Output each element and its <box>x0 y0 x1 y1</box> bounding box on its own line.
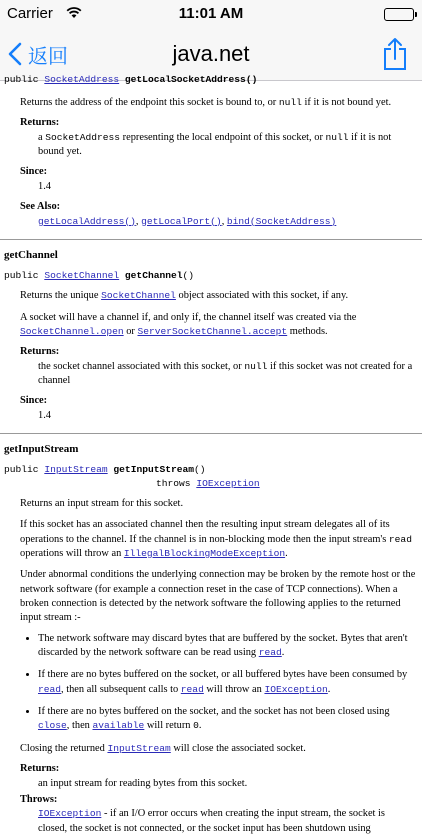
since-label: Since: <box>20 395 48 407</box>
read-link[interactable]: read <box>38 683 62 695</box>
back-label: 返回 <box>28 45 68 68</box>
clock-label: 11:01 AM <box>178 5 244 22</box>
serversocketchannel-accept-link[interactable]: ServerSocketChannel.accept <box>137 326 288 337</box>
see-getlocalport-link[interactable]: getLocalPort() <box>141 215 222 227</box>
ioexception-link[interactable]: IOException <box>264 683 328 695</box>
returns-label: Returns: <box>20 763 60 775</box>
divider <box>0 433 422 434</box>
ioexception-sig-link[interactable]: IOException <box>196 477 260 489</box>
read-link[interactable]: read <box>180 683 204 695</box>
returns-label: Returns: <box>20 346 60 358</box>
conditions-list <box>38 632 416 734</box>
illegalblockingmode-link[interactable]: IllegalBlockingModeException <box>123 547 286 559</box>
returns-label: Returns: <box>20 117 60 129</box>
socketchannel-open-link[interactable]: SocketChannel.open <box>20 326 124 337</box>
getchannel-desc: Returns the unique SocketChannel object associated with this socket, if any. A socket will have a channel if, and only if, the channel itself was created via the SocketChannel.open or ServerSocketChannel.accept methods. Returns: the socket channel associated with this socket, or null if this socket was not created for a channel Since: 1.4 <box>20 289 416 423</box>
inputstream-link[interactable]: InputStream <box>107 742 171 754</box>
list-item: • If there are no bytes buffered on the socket, and the socket has not been closed using close, then available will return 0. <box>38 705 416 734</box>
status-bar <box>0 0 422 28</box>
throws-label: Throws: <box>20 793 58 805</box>
inputstream-type-link[interactable]: InputStream <box>44 464 108 476</box>
getinputstream-desc: Returns an input stream for this socket. If this socket has an associated channel then the resulting input stream delegates all of its operations to the channel. If the channel is in non-blocking mode then the input stream's read operations will throw an IllegalBlockingModeException. Under abnormal conditions the underlying connection may be broken by the remote host or the network software (for example a connection reset in the case of TCP connections). When a broken connection is detected by the network software the following applies to the returned input stream :- • The network software may discard bytes that are buffered by the socket. Bytes that aren't discarded by the network software can be read using read. • If there are no bytes buffered on the socket, or all buffered bytes have been consumed by read, then all subsequent calls to read will throw an IOException. • If there are no bytes buffered on the socket, and the socket has not been closed using close, then available will return 0. Closing the returned InputStream will close the associated socket. Returns: an input stream for reading bytes from this socket. Throws: IOException - if an I/O error occurs when creating the input stream, the socket is closed, the socket is not connected, or the socket input has been shutdown using <box>20 497 416 836</box>
method-heading-getchannel: getChannel <box>4 248 58 261</box>
list-item: • The network software may discard bytes that are buffered by the socket. Bytes that aren't discarded by the network software can be read using read. <box>38 632 416 661</box>
see-bind-link[interactable]: bind(SocketAddress) <box>226 215 337 227</box>
list-item: • If there are no bytes buffered on the socket, or all buffered bytes have been consumed by read, then all subsequent calls to read will throw an IOException. <box>38 668 416 697</box>
carrier-label: Carrier <box>7 5 53 22</box>
page-title: java.net <box>172 41 250 66</box>
cut-signature: public SocketAddress getLocalSocketAddress() <box>4 74 258 85</box>
socketchannel-link[interactable]: SocketChannel <box>101 290 176 302</box>
see-getlocaladdress-link[interactable]: getLocalAddress() <box>38 215 136 227</box>
local-socket-address-desc: Returns the address of the endpoint this socket is bound to, or null if it is not bound yet. Returns: a SocketAddress representing the local endpoint of this socket, or null if it is not bound yet. Since: 1.4 See Also: getLocalAddress(), getLocalPort(), bind(SocketAddress) <box>20 96 416 229</box>
socketchannel-type-link[interactable]: SocketChannel <box>44 270 120 282</box>
method-signature-getinputstream: public InputStream getInputStream() throws IOException <box>4 464 260 489</box>
method-signature-getchannel: public SocketChannel getChannel() <box>4 270 195 282</box>
read-link[interactable]: read <box>258 647 282 659</box>
available-link[interactable]: available <box>92 720 145 732</box>
divider <box>0 239 422 240</box>
ioexception-throws-link[interactable]: IOException <box>38 808 102 820</box>
close-link[interactable]: close <box>38 720 67 732</box>
socketaddress-link[interactable]: SocketAddress <box>44 74 120 85</box>
share-icon[interactable] <box>382 37 408 76</box>
see-also-label: See Also: <box>20 201 61 213</box>
doc-content[interactable] <box>0 74 422 834</box>
method-heading-getinputstream: getInputStream <box>4 443 79 456</box>
battery-icon <box>384 8 414 21</box>
since-label: Since: <box>20 166 48 178</box>
